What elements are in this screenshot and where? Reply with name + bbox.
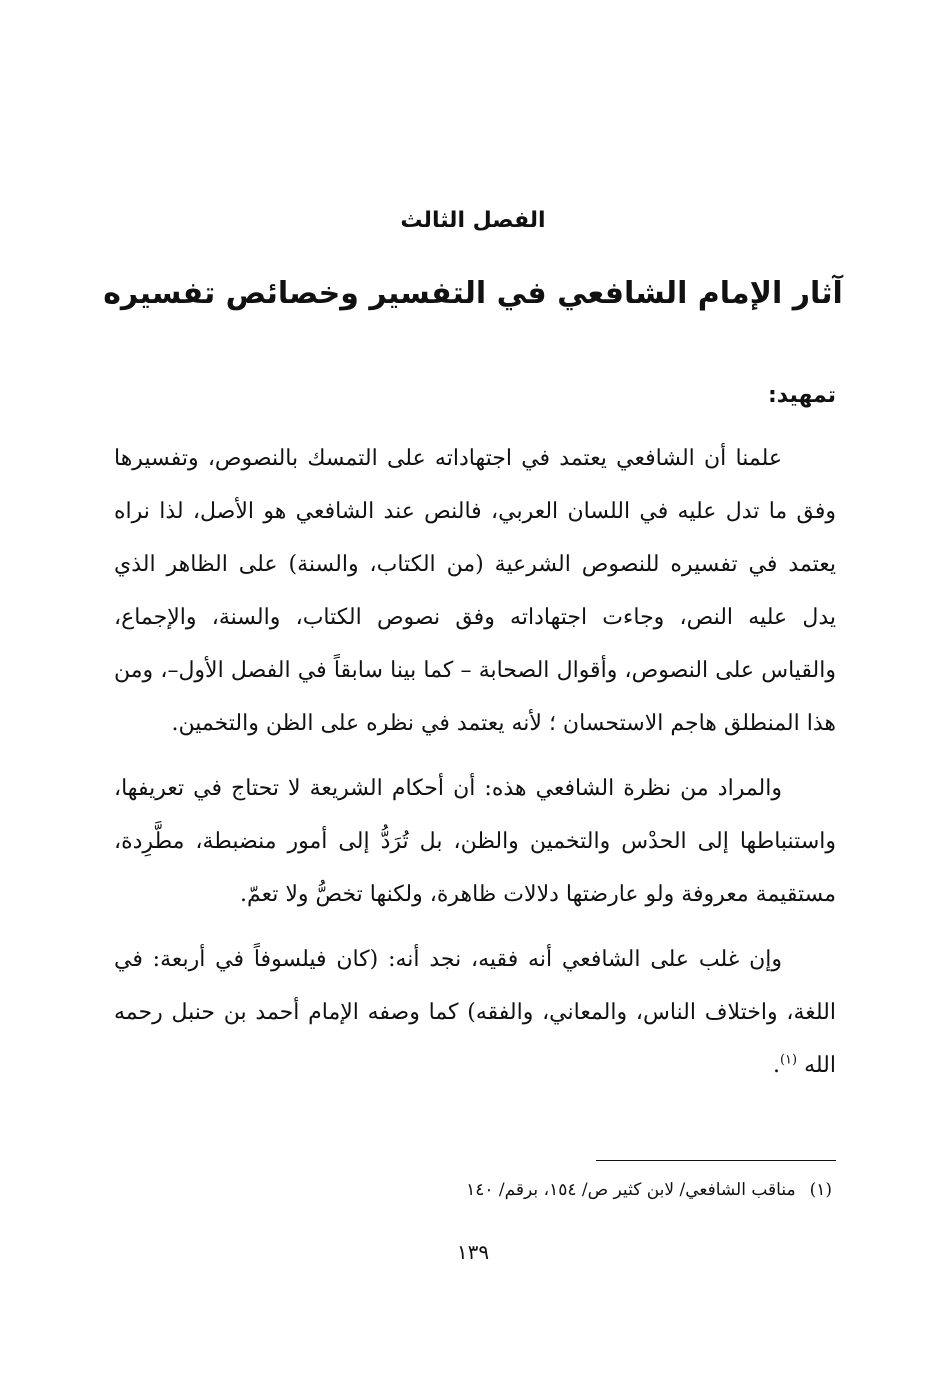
intro-heading: تمهيد: (767, 383, 836, 408)
footnote-reference[interactable]: (١) (779, 1052, 798, 1068)
footnote-number: (١) (809, 1180, 832, 1200)
paragraph-3-end: . (772, 1053, 780, 1078)
paragraph-2: والمراد من نظرة الشافعي هذه: أن أحكام الشريعة لا تحتاج في تعريفها، واستنباطها إلى الحدْس والتخمين والظن، بل تُرَدُّ إلى أمور منضبطة، مطَّرِدة، مستقيمة معروفة ولو عارضتها دلالات ظاهرة، ولكنها تخصُّ ولا تعمّ. (114, 776, 836, 907)
footnote (466, 1180, 832, 1200)
paragraph-3-text: وإن غلب على الشافعي أنه فقيه، نجد أنه: (كان فيلسوفاً في أربعة: في اللغة، واختلاف الناس، والمعاني، والفقه) كما وصفه الإمام أحمد بن حنبل رحمه الله (114, 947, 836, 1078)
footnote-text: مناقب الشافعي/ لابن كثير ص/ ١٥٤، برقم/ ١٤٠ (466, 1180, 796, 1200)
page-number: ١٣٩ (456, 1240, 490, 1264)
paragraph-1: علمنا أن الشافعي يعتمد في اجتهاداته على التمسك بالنصوص، وتفسيرها وفق ما تدل عليه في اللسان العربي، فالنص عند الشافعي هو الأصل، لذا نراه يعتمد في تفسيره للنصوص الشرعية (من الكتاب، والسنة) على الظاهر الذي يدل عليه النص، وجاءت اجتهاداته وفق نصوص الكتاب، والسنة، والإجماع، والقياس على النصوص، وأقوال الصحابة – كما بينا سابقاً في الفصل الأول–، ومن هذا المنطلق هاجم الاستحسان ؛ لأنه يعتمد في نظره على الظن والتخمين. (114, 446, 836, 736)
chapter-title: آثار الإمام الشافعي في التفسير وخصائص تفسيره (103, 276, 843, 311)
footnote-divider (596, 1160, 836, 1161)
paragraph-3 (114, 933, 836, 1092)
chapter-label: الفصل الثالث (400, 208, 546, 233)
body-text (114, 432, 836, 1104)
